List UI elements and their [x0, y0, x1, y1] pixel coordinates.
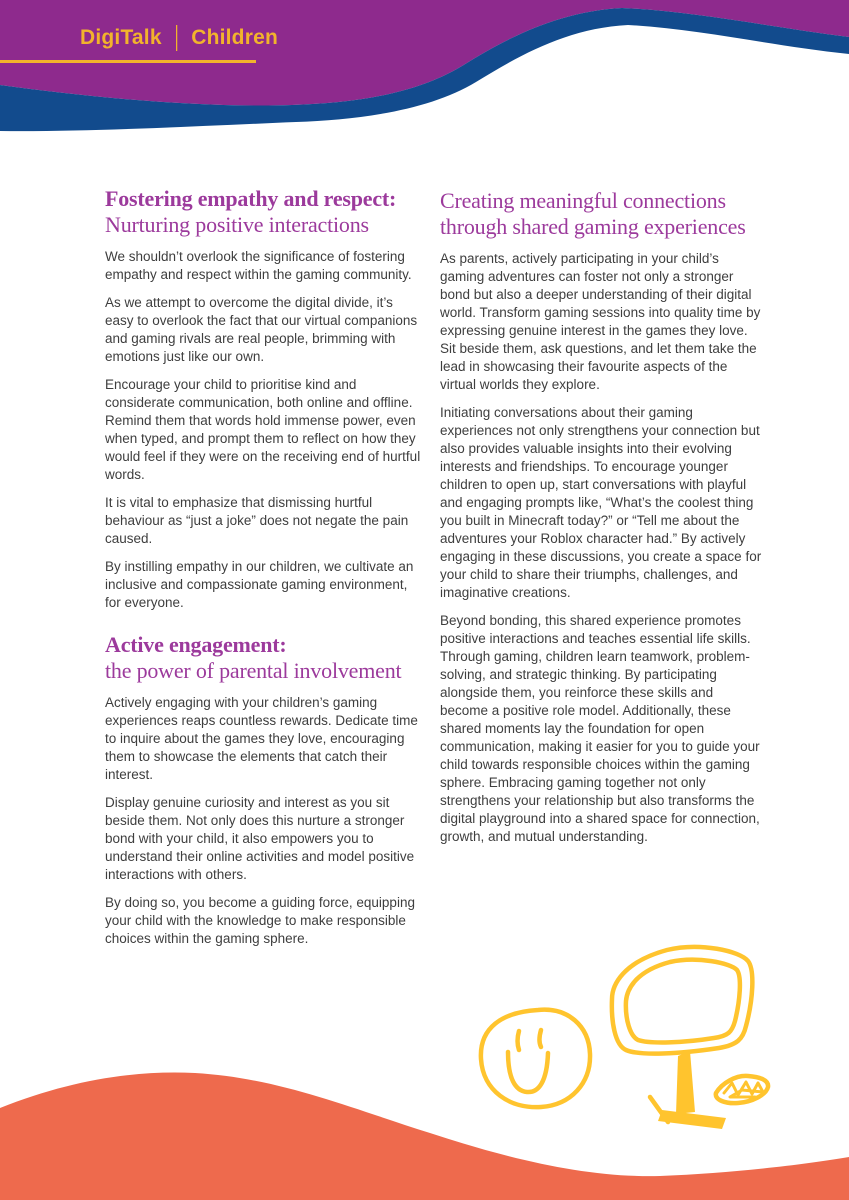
computer-mouse-doodle [716, 1076, 768, 1103]
paragraph: Beyond bonding, this shared experience promotes positive interactions and teaches essential life skills. Through gaming, children learn teamwork, problem-solving, and strategic thinking. By participating alongside them, you reinforce these skills and become a positive role model. Additionally, these shared moments lay the foundation for open communication, making it easier for you to guide your child towards responsible choices within the gaming sphere. Embracing gaming together not only strengthens your relationship but also transforms the digital playground into a shared space for connection, growth, and mutual understanding. [440, 613, 760, 844]
paragraph: As parents, actively participating in your child’s gaming adventures can foster not only a stronger bond but also a deeper understanding of their digital world. Transform gaming sessions into quality time by expressing genuine interest in the games they love. Sit beside them, ask questions, and let them take the lead in showcasing their favourite aspects of the virtual worlds they explore. [440, 251, 761, 392]
mouse-scribble [724, 1082, 763, 1097]
paragraph: Actively engaging with your children’s gaming experiences reaps countless rewards. Dedicate time to inquire about the games they love, encouraging them to showcase the elements that catch their interest. [105, 695, 418, 782]
heading-fostering-empathy [105, 186, 425, 238]
paragraph: We shouldn’t overlook the significance of fostering empathy and respect within the gaming community. [105, 249, 412, 282]
paragraph: As we attempt to overcome the digital divide, it’s easy to overlook the fact that our virtual companions and gaming rivals are real people, brimming with emotions just like our own. [105, 295, 418, 364]
smiley-left-eye [518, 1031, 520, 1050]
heading-bold-part: Active engagement: [105, 632, 287, 657]
monitor-stand [676, 1051, 695, 1114]
heading-bold-part: Fostering empathy and respect: [105, 186, 397, 211]
paragraph: Display genuine curiosity and interest as you sit beside them. Not only does this nurture a stronger bond with your child, it also empowers you to understand their online activities and model positive interactions with others. [105, 795, 415, 882]
heading-regular-part: the power of parental involvement [105, 658, 402, 683]
right-column [440, 188, 762, 856]
heading-creating-connections [440, 188, 762, 240]
smiley-face-doodle [481, 1010, 590, 1107]
footer-coral-wave [0, 1072, 849, 1200]
smiley-right-eye [540, 1030, 542, 1047]
doodle-illustration [481, 947, 768, 1129]
monitor-screen [626, 960, 740, 1043]
paragraph: It is vital to emphasize that dismissing hurtful behaviour as “just a joke” does not negate the pain caused. [105, 495, 409, 546]
paragraph: Initiating conversations about their gaming experiences not only strengthens your connection but also provides valuable insights into their evolving interests and friendships. To encourage younger children to open up, start conversations with playful and engaging prompts like, “What’s the coolest thing you built in Minecraft today?” or “Tell me about the adventures your Roblox character had.” By actively engaging in these discussions, you create a space for your child to share their triumphs, challenges, and imaginative creations. [440, 405, 762, 600]
brand-name: DigiTalk [80, 26, 162, 49]
smiley-mouth [508, 1052, 548, 1092]
brand-logo [80, 20, 278, 52]
paragraph: By instilling empathy in our children, we cultivate an inclusive and compassionate gaming environment, for everyone. [105, 559, 414, 610]
brand-underline [0, 60, 256, 63]
heading-active-engagement [105, 632, 425, 684]
heading-regular-part: Nurturing positive interactions [105, 212, 369, 237]
brand-divider: | [174, 20, 179, 51]
left-column [105, 186, 425, 958]
paragraph: Encourage your child to prioritise kind and considerate communication, both online and offline. Remind them that words hold immense power, even when typed, and prompt them to reflect on how they would feel if they were on the receiving end of hurtful words. [105, 377, 421, 482]
heading-regular-part: Creating meaningful connections through shared gaming experiences [440, 188, 746, 239]
paragraph: By doing so, you become a guiding force, equipping your child with the knowledge to make responsible choices within the gaming sphere. [105, 895, 415, 946]
brand-section: Children [191, 26, 278, 49]
